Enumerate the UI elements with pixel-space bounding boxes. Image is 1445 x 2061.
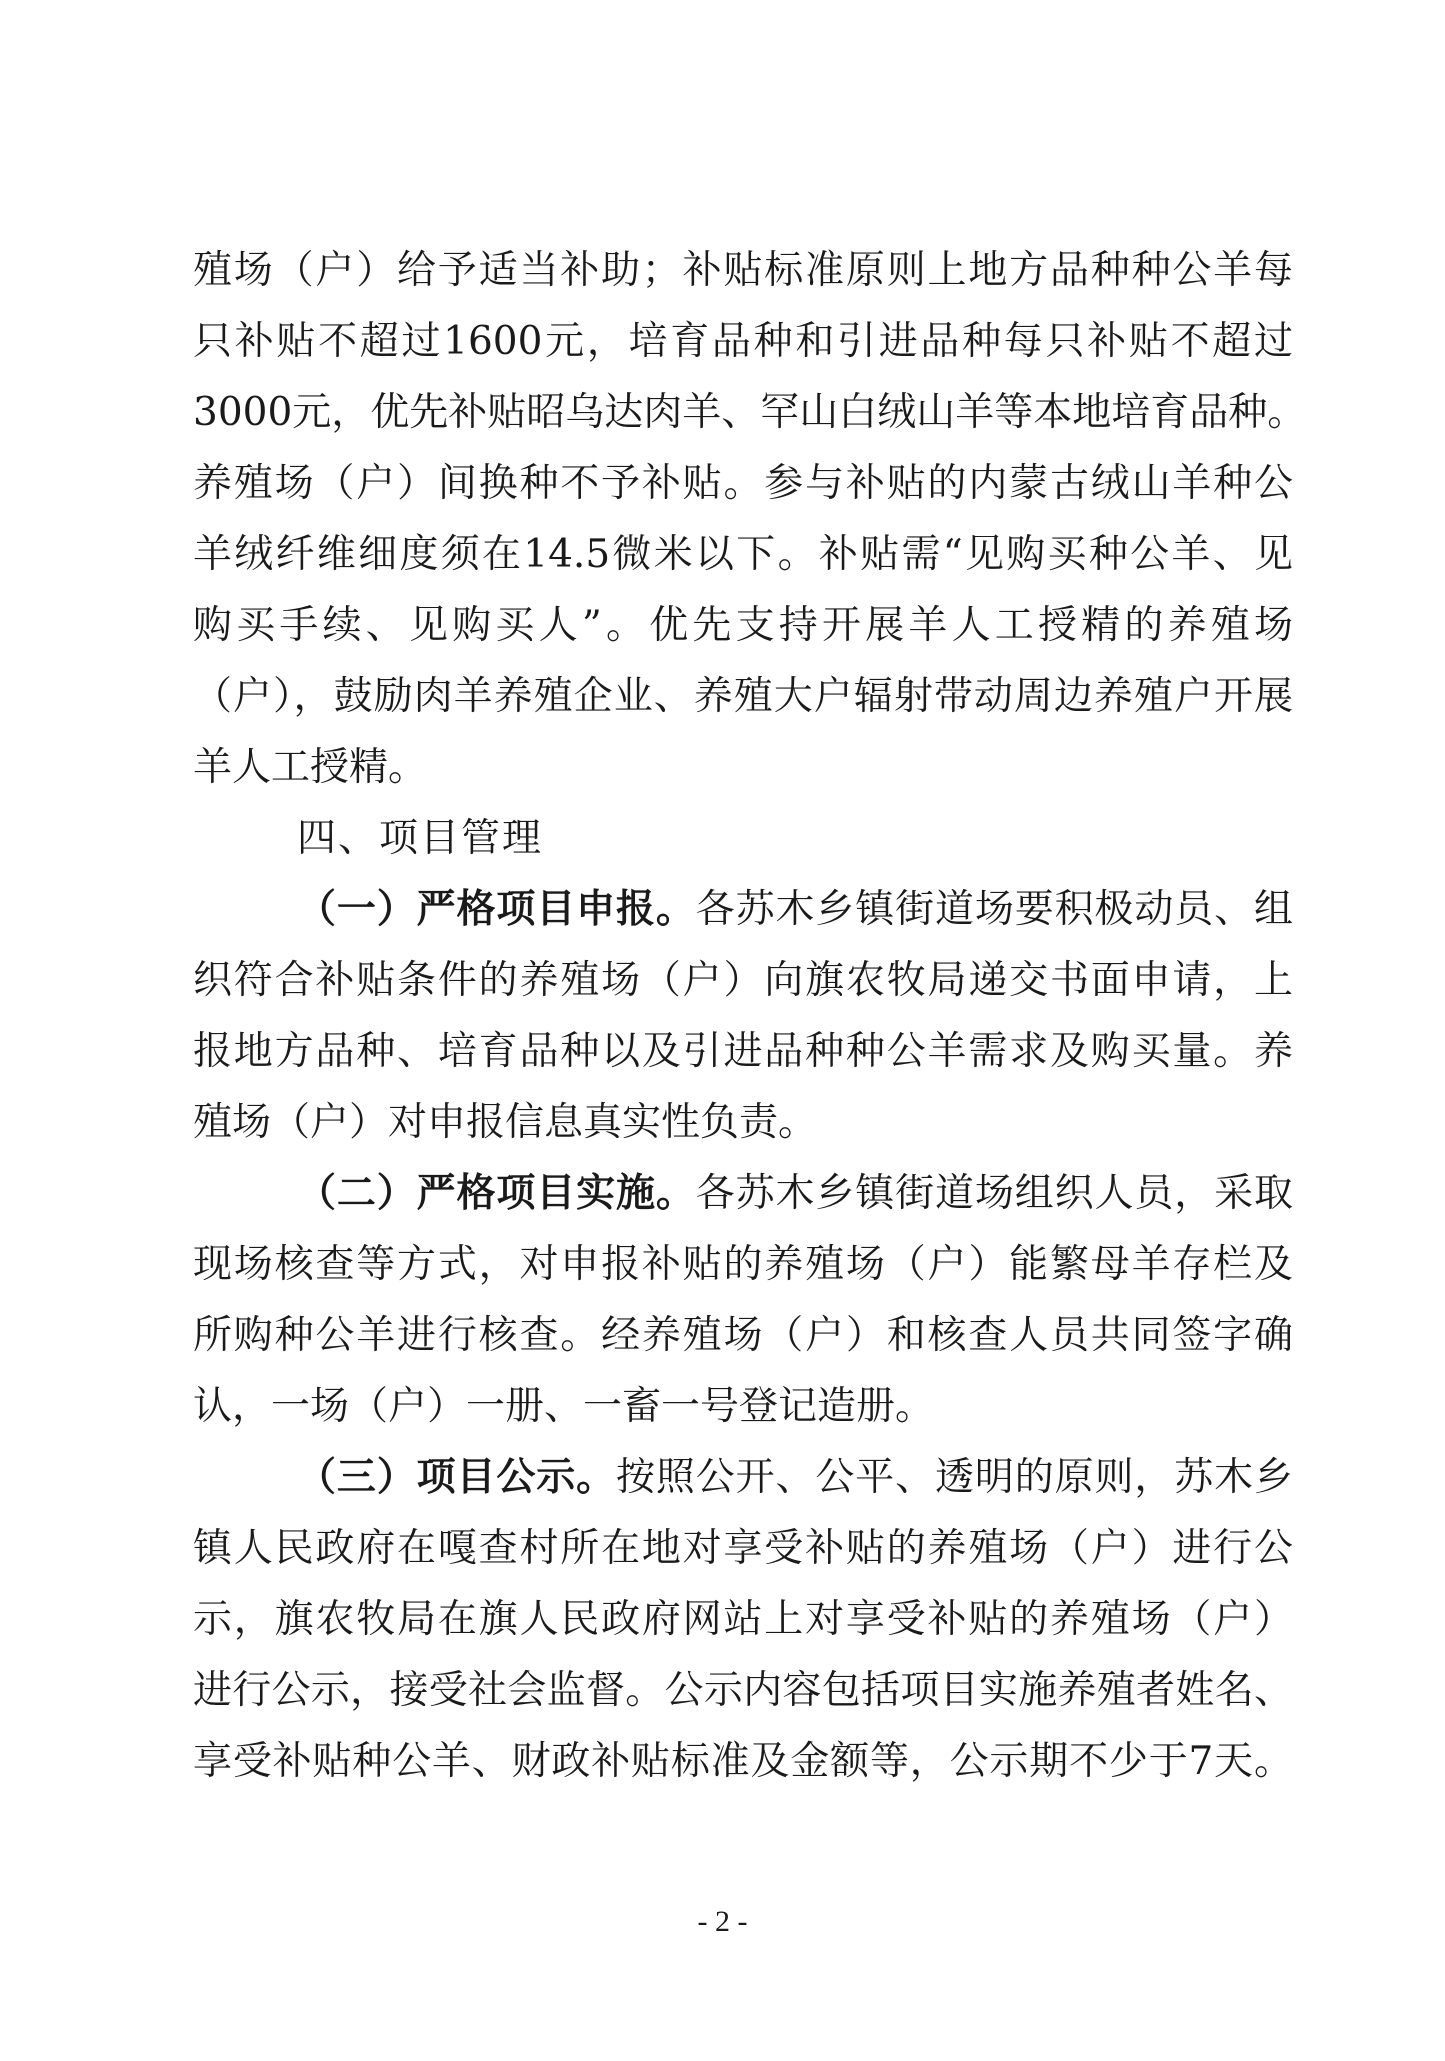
item-2-first-line [193,1158,1293,1229]
paragraph-line: 购买手续、见购买人”。优先支持开展羊人工授精的养殖场 [193,603,1293,648]
page-number: - 2 - [697,1905,748,1938]
paragraph-line: 现场核查等方式，对申报补贴的养殖场（户）能繁母羊存栏及 [193,1242,1293,1287]
paragraph-line: 羊绒纤维细度须在14.5微米以下。补贴需“见购买种公羊、见 [193,532,1293,577]
paragraph-line: 所购种公羊进行核查。经养殖场（户）和核查人员共同签字确 [193,1313,1293,1358]
item-2-text: 各苏木乡镇街道场组织人员，采取 [695,1171,1293,1216]
item-3-title: （三）项目公示。 [297,1454,616,1500]
item-2-title: （二）严格项目实施。 [297,1170,696,1216]
item-1-first-line [193,874,1293,945]
item-1-title: （一）严格项目申报。 [297,886,696,932]
paragraph-line: 享受补贴种公羊、财政补贴标准及金额等，公示期不少于7天。 [193,1739,1293,1784]
paragraph-line: 示，旗农牧局在旗人民政府网站上对享受补贴的养殖场（户） [193,1597,1293,1642]
paragraph-line: 进行公示，接受社会监督。公示内容包括项目实施养殖者姓名、 [193,1668,1293,1713]
paragraph-line: 羊人工授精。 [193,745,428,790]
paragraph-line: 织符合补贴条件的养殖场（户）向旗农牧局递交书面申请，上 [193,958,1293,1003]
item-3-text: 按照公开、公平、透明的原则，苏木乡 [616,1455,1293,1500]
paragraph-line: 只补贴不超过1600元，培育品种和引进品种每只补贴不超过 [193,319,1293,364]
paragraph-line: 认，一场（户）一册、一畜一号登记造册。 [193,1384,935,1429]
item-3-first-line [193,1442,1293,1513]
item-1-text: 各苏木乡镇街道场要积极动员、组 [695,887,1293,932]
body-text [193,235,1307,1797]
section-heading: 四、项目管理 [297,816,544,861]
paragraph-line: 殖场（户）给予适当补助；补贴标准原则上地方品种种公羊每 [193,248,1293,293]
paragraph-line: 殖场（户）对申报信息真实性负责。 [193,1100,818,1145]
paragraph-line: （户），鼓励肉羊养殖企业、养殖大户辐射带动周边养殖户开展 [193,674,1293,719]
paragraph-line: 镇人民政府在嘎查村所在地对享受补贴的养殖场（户）进行公 [193,1526,1293,1571]
paragraph-line: 3000元，优先补贴昭乌达肉羊、罕山白绒山羊等本地培育品种。 [193,390,1307,435]
paragraph-line: 报地方品种、培育品种以及引进品种种公羊需求及购买量。养 [193,1029,1293,1074]
paragraph-line: 养殖场（户）间换种不予补贴。参与补贴的内蒙古绒山羊种公 [193,461,1293,506]
